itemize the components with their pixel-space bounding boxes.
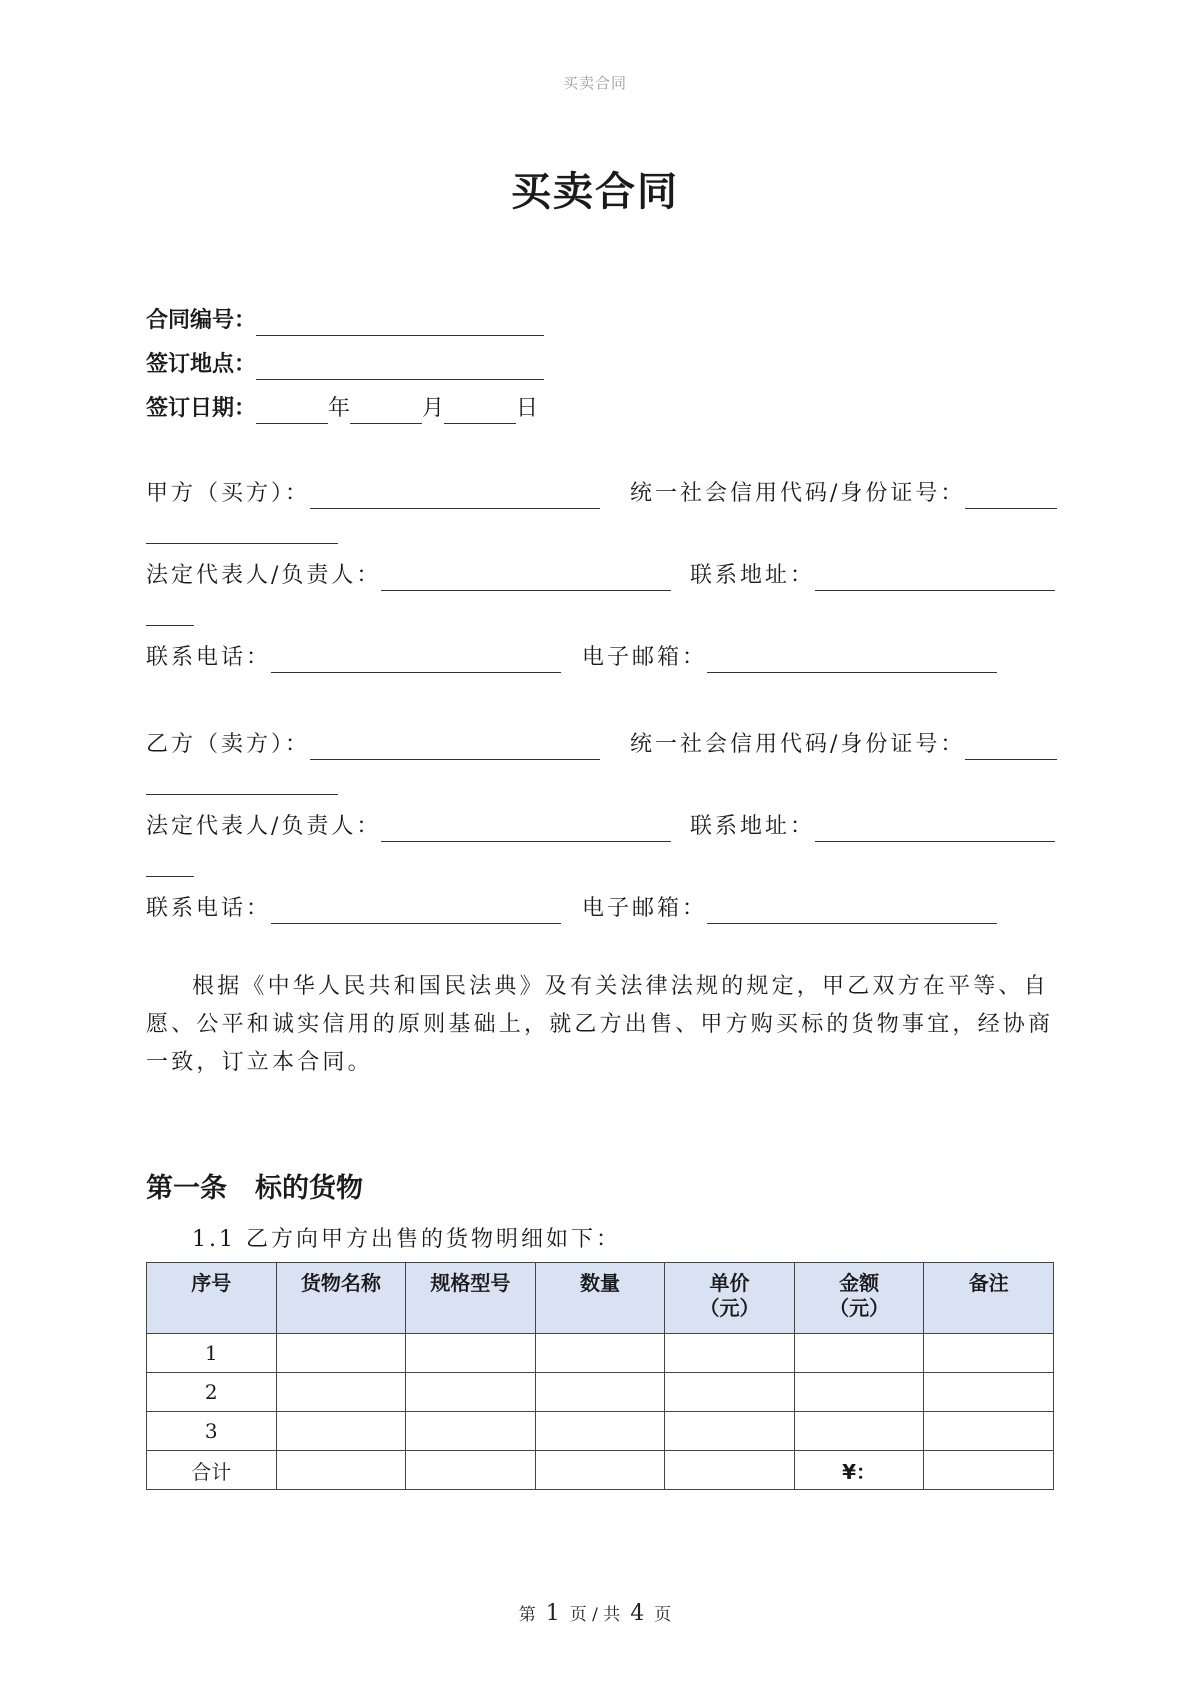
party-a-rep-label: 法定代表人/负责人：	[146, 563, 382, 588]
table-row	[147, 1334, 1054, 1373]
sign-date-row	[146, 394, 538, 424]
sign-month-blank[interactable]	[350, 399, 422, 424]
contract-number-row	[146, 306, 544, 336]
contract-number-blank[interactable]	[256, 311, 544, 336]
party-b-rep-label: 法定代表人/负责人：	[146, 814, 382, 839]
table-cell[interactable]	[665, 1412, 795, 1451]
party-a-credit-label: 统一社会信用代码/身份证号：	[630, 481, 966, 506]
year-label: 年	[328, 396, 351, 421]
footer-prefix: 第	[518, 1605, 536, 1625]
party-b-phone-label: 联系电话：	[146, 896, 272, 921]
contract-number-label: 合同编号：	[146, 308, 257, 333]
table-cell[interactable]	[665, 1373, 795, 1412]
party-a-email-row	[582, 643, 997, 673]
table-row	[147, 1373, 1054, 1412]
party-a-credit-row	[630, 479, 1057, 509]
party-a-name-blank[interactable]	[310, 484, 600, 509]
sign-place-label: 签订地点：	[146, 352, 257, 377]
table-cell: 3	[147, 1412, 277, 1451]
party-b-rep-row	[146, 812, 671, 842]
preamble-paragraph: 根据《中华人民共和国民法典》及有关法律法规的规定，甲乙双方在平等、自愿、公平和诚实信用的原则基础上，就乙方出售、甲方购买标的货物事宜，经协商一致，订立本合同。	[146, 974, 1054, 1075]
party-b-address-row	[690, 812, 1055, 842]
party-b-credit-blank-continued[interactable]	[146, 770, 338, 795]
party-b-rep-blank[interactable]	[381, 817, 671, 842]
party-a-phone-blank[interactable]	[271, 648, 561, 673]
table-cell[interactable]	[406, 1334, 536, 1373]
month-label: 月	[422, 396, 445, 421]
page-header: 买卖合同	[562, 74, 627, 92]
party-b-credit-blank[interactable]	[965, 735, 1057, 760]
table-total-row	[147, 1451, 1054, 1490]
sign-year-blank[interactable]	[256, 399, 328, 424]
table-cell[interactable]	[406, 1412, 536, 1451]
party-a-address-blank[interactable]	[815, 566, 1055, 591]
party-a-address-blank-continued[interactable]	[146, 601, 194, 626]
goods-table	[146, 1262, 1054, 1490]
table-cell[interactable]	[276, 1334, 406, 1373]
table-cell[interactable]	[535, 1451, 665, 1490]
total-label-cell: 合计	[147, 1451, 277, 1490]
table-cell[interactable]	[665, 1451, 795, 1490]
party-b-name-row	[146, 730, 600, 760]
section-1-number: 第一条	[146, 1173, 227, 1204]
table-cell[interactable]	[924, 1334, 1054, 1373]
header-unit-price: 单价 （元）	[665, 1263, 795, 1334]
party-a-phone-row	[146, 643, 561, 673]
day-label: 日	[516, 396, 539, 421]
party-a-name-row	[146, 479, 600, 509]
table-cell[interactable]	[276, 1373, 406, 1412]
party-a-phone-label: 联系电话：	[146, 645, 272, 670]
sign-date-label: 签订日期：	[146, 396, 257, 421]
footer-total-pages: 4	[630, 1601, 645, 1626]
table-cell[interactable]	[924, 1451, 1054, 1490]
party-b-credit-row	[630, 730, 1057, 760]
page-footer	[0, 1600, 1190, 1626]
table-cell[interactable]	[535, 1412, 665, 1451]
header-spec-model: 规格型号	[406, 1263, 536, 1334]
table-cell: 2	[147, 1373, 277, 1412]
table-cell[interactable]	[406, 1373, 536, 1412]
section-1-heading	[146, 1166, 363, 1205]
party-b-credit-label: 统一社会信用代码/身份证号：	[630, 732, 966, 757]
table-cell[interactable]	[794, 1373, 924, 1412]
table-cell[interactable]	[276, 1412, 406, 1451]
total-amount-cell[interactable]: ¥：	[794, 1451, 924, 1490]
party-a-credit-blank-continued[interactable]	[146, 519, 338, 544]
table-cell[interactable]	[924, 1412, 1054, 1451]
party-a-address-label: 联系地址：	[690, 563, 816, 588]
goods-table-header-row	[147, 1263, 1054, 1334]
party-b-address-blank[interactable]	[815, 817, 1055, 842]
party-b-phone-row	[146, 894, 561, 924]
party-a-name-label: 甲方（买方）：	[146, 481, 311, 506]
table-cell[interactable]	[535, 1334, 665, 1373]
table-row	[147, 1412, 1054, 1451]
document-title: 买卖合同	[511, 169, 679, 215]
footer-page-number: 1	[545, 1601, 560, 1626]
party-a-credit-blank[interactable]	[965, 484, 1057, 509]
party-a-address-row	[690, 561, 1055, 591]
clause-1-1: 1.1 乙方向甲方出售的货物明细如下：	[192, 1227, 621, 1252]
party-b-address-label: 联系地址：	[690, 814, 816, 839]
party-b-address-blank-continued[interactable]	[146, 852, 194, 877]
section-1-title: 标的货物	[255, 1173, 363, 1204]
table-cell: 1	[147, 1334, 277, 1373]
party-b-name-label: 乙方（卖方）：	[146, 732, 311, 757]
header-goods-name: 货物名称	[276, 1263, 406, 1334]
party-b-email-blank[interactable]	[707, 899, 997, 924]
party-a-email-label: 电子邮箱：	[582, 645, 708, 670]
header-amount: 金额 （元）	[794, 1263, 924, 1334]
header-index: 序号	[147, 1263, 277, 1334]
table-cell[interactable]	[276, 1451, 406, 1490]
table-cell[interactable]	[794, 1412, 924, 1451]
table-cell[interactable]	[665, 1334, 795, 1373]
table-cell[interactable]	[924, 1373, 1054, 1412]
party-b-name-blank[interactable]	[310, 735, 600, 760]
party-a-rep-blank[interactable]	[381, 566, 671, 591]
sign-place-blank[interactable]	[256, 355, 544, 380]
party-a-rep-row	[146, 561, 671, 591]
party-b-email-label: 电子邮箱：	[582, 896, 708, 921]
party-a-email-blank[interactable]	[707, 648, 997, 673]
footer-mid: 页 / 共	[569, 1605, 621, 1625]
table-cell[interactable]	[406, 1451, 536, 1490]
sign-day-blank[interactable]	[444, 399, 516, 424]
header-remarks: 备注	[924, 1263, 1054, 1334]
party-b-phone-blank[interactable]	[271, 899, 561, 924]
header-quantity: 数量	[535, 1263, 665, 1334]
party-b-email-row	[582, 894, 997, 924]
sign-place-row	[146, 350, 544, 380]
footer-suffix: 页	[654, 1605, 672, 1625]
table-cell[interactable]	[794, 1334, 924, 1373]
table-cell[interactable]	[535, 1373, 665, 1412]
